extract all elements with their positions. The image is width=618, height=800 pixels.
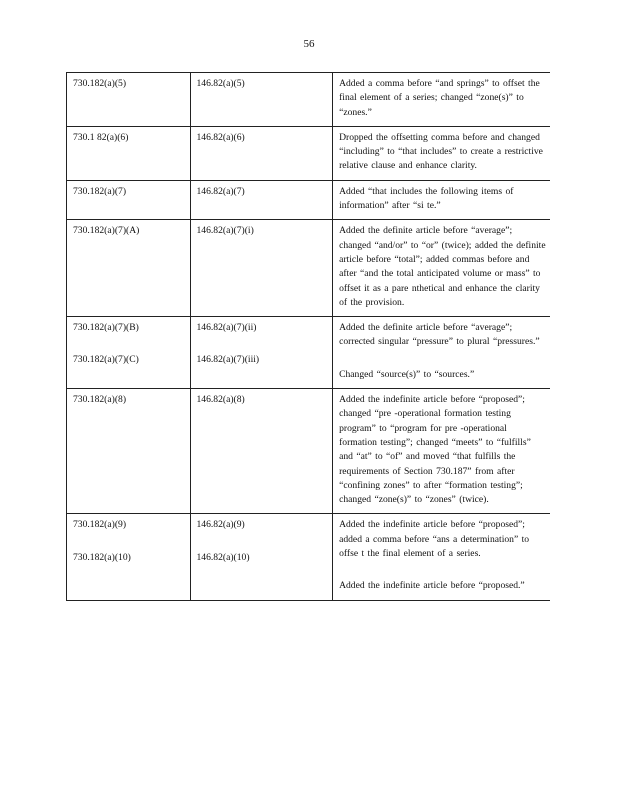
change-description-cell — [333, 73, 550, 127]
change-description: Added the indefinite article before “proposed”; added a comma before “ans a determination” to offse t the final element of a series. — [339, 519, 530, 560]
new-section-ref: 146.82(a)(7)(iii) — [196, 354, 260, 366]
new-section-ref: 146.82(a)(8) — [196, 394, 245, 406]
old-section-ref: 730.182(a)(7)(C) — [73, 354, 139, 366]
old-section-ref: 730.182(a)(7) — [73, 185, 127, 197]
table-row — [67, 389, 551, 514]
old-section-ref: 730.182(a)(7)(B) — [73, 322, 139, 334]
old-section-ref: 730.182(a)(9) — [73, 519, 127, 531]
table-row — [67, 126, 551, 180]
new-section-ref: 146.82(a)(9) — [196, 519, 245, 531]
change-description: Dropped the offsetting comma before and changed “including” to “that includes” to create a restrictive relative clause and enhance clarity. — [339, 131, 543, 172]
old-section-ref: 730.182(a)(8) — [73, 394, 127, 406]
table-row — [67, 317, 551, 389]
old-section-ref: 730.182(a)(7)(A) — [73, 225, 140, 237]
old-section-ref-cell — [67, 389, 191, 514]
new-section-ref-cell — [190, 514, 333, 600]
change-description-cell — [333, 317, 550, 389]
change-description: Added the indefinite article before “proposed.” — [339, 580, 525, 592]
old-section-ref-cell — [67, 126, 191, 180]
change-description: Added “that includes the following items of information” after “si te.” — [339, 185, 514, 212]
new-section-ref-cell — [190, 317, 333, 389]
old-section-ref-cell — [67, 317, 191, 389]
change-description: Added the definite article before “average”; changed “and/or” to “or” (twice); added the definite article before “total”; added commas before and after “and the total anticipated volume or mass” to offset it as a pare nthetical and enhance the clarity of the provision. — [339, 225, 546, 308]
change-description: Added the definite article before “average”; corrected singular “pressure” to plural “pressures.” — [339, 322, 540, 348]
change-description-cell — [333, 126, 550, 180]
table-row — [67, 514, 551, 600]
change-description-cell — [333, 514, 550, 600]
new-section-ref: 146.82(a)(5) — [196, 78, 245, 89]
new-section-ref: 146.82(a)(7) — [196, 185, 245, 197]
revisions-table — [66, 72, 550, 601]
change-description-cell — [333, 180, 550, 220]
new-section-ref-cell — [190, 389, 333, 514]
change-description: Changed “source(s)” to “sources.” — [339, 368, 475, 380]
change-description-cell — [333, 220, 550, 317]
old-section-ref-cell — [67, 220, 191, 317]
change-description: Added a comma before “and springs” to offset the final element of a series; changed “zone(s)” to “zones.” — [339, 78, 540, 118]
table-row — [67, 73, 551, 127]
old-section-ref: 730.1 82(a)(6) — [73, 131, 129, 143]
table-row — [67, 180, 551, 220]
new-section-ref: 146.82(a)(7)(i) — [196, 225, 254, 237]
new-section-ref-cell — [190, 180, 333, 220]
new-section-ref-cell — [190, 220, 333, 317]
old-section-ref-cell — [67, 180, 191, 220]
old-section-ref-cell — [67, 514, 191, 600]
new-section-ref-cell — [190, 126, 333, 180]
new-section-ref: 146.82(a)(7)(ii) — [196, 322, 257, 334]
new-section-ref-cell — [190, 73, 333, 127]
old-section-ref-cell — [67, 73, 191, 127]
table-row — [67, 220, 551, 317]
change-description: Added the indefinite article before “proposed”; changed “pre -operational formation testing program” to “program for pre -operational formation testing”; changed “meets” to “fulfills” and “at” to “of” and moved “that fulfills the requirements of Section 730.187” from after “confining zones” to after “formation testing”; changed “zone(s)” to “zones” (twice). — [339, 394, 531, 506]
revisions-table-body — [67, 73, 551, 601]
new-section-ref: 146.82(a)(10) — [196, 551, 250, 563]
old-section-ref: 730.182(a)(5) — [73, 78, 127, 89]
new-section-ref: 146.82(a)(6) — [196, 131, 245, 143]
old-section-ref: 730.182(a)(10) — [73, 551, 131, 563]
change-description-cell — [333, 389, 550, 514]
page-number: 56 — [303, 38, 315, 50]
